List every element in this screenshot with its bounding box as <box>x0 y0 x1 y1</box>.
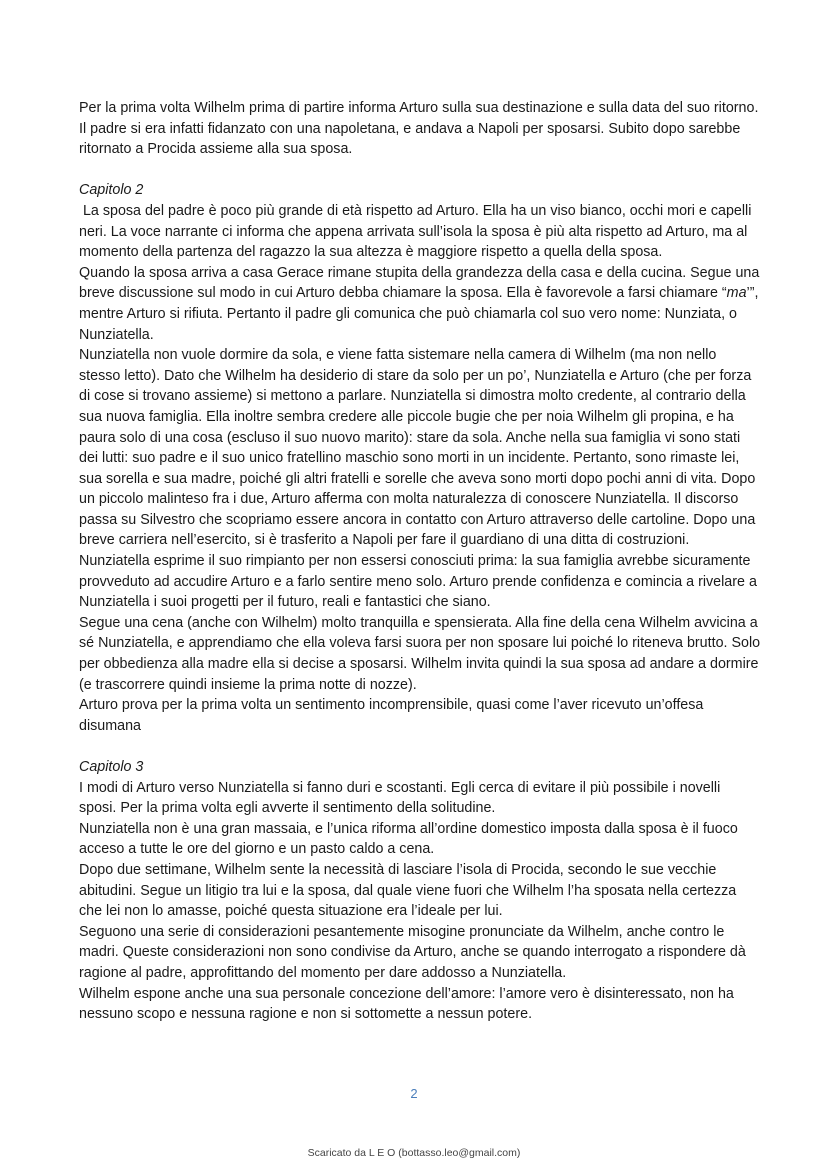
chapter-2-paragraph-2-start: Quando la sposa arriva a casa Gerace rimane stupita della grandezza della casa e della cucina. Segue una breve discussione sul modo in cui Arturo debba chiamare la sposa. Ella è favorevole a farsi chiamare “ <box>79 264 764 302</box>
chapter-3-paragraph-3: Dopo due settimane, Wilhelm sente la necessità di lasciare l’isola di Procida, secondo le sue vecchie abitudini. Segue un litigio tra lui e la sposa, dal quale viene fuori che Wilhelm l’ha sposata nella certezza che lei non lo amasse, poiché questa situazione era l’ideale per lui. <box>79 861 741 920</box>
chapter-2-paragraph-5: Segue una cena (anche con Wilhelm) molto tranquilla e spensierata. Alla fine della cena Wilhelm avvicina a sé Nunziatella, e apprendiamo che ella voleva farsi suora per non sposare lui poiché lo riteneva brutto. Solo per obbedienza alla madre ella si decise a sposarsi. Wilhelm invita quindi la sua sposa ad andare a dormire (e trascorrere quindi insieme la prima notte di nozze). <box>79 614 765 693</box>
chapter-2-paragraph-3: Nunziatella non vuole dormire da sola, e viene fatta sistemare nella camera di Wilhelm (ma non nello stesso letto). Dato che Wilhelm ha desiderio di stare da solo per un po’, Nunziatella e Arturo (che per forza di cose si trovano assieme) si mettono a parlare. Nunziatella si dimostra molto credente, al contrario della sua nuova famiglia. Ella inoltre sembra credere alle piccole bugie che per noia Wilhelm gli propina, e ha paura solo di una cosa (escluso il suo nuovo marito): stare da sola. Anche nella sua famiglia vi sono stati dei lutti: suo padre e il suo unico fratellino maschio sono morti in un incidente. Pertanto, sono rimaste lei, sua sorella e sua madre, poiché gli altri fratelli e sorelle che aveva sono morti dopo pochi anni di vita. Dopo un piccolo malinteso fra i due, Arturo afferma con molta naturalezza di conoscere Nunziatella. Il discorso passa su Silvestro che scopriamo essere ancora in contatto con Arturo attraverso delle cartoline. Dopo una breve carriera nell’esercito, si è trasferito a Napoli per fare il guardiano di una ditta di costruzioni. <box>79 347 760 549</box>
chapter-3-heading: Capitolo 3 <box>79 759 144 775</box>
page-number: 2 <box>410 1086 418 1101</box>
chapter-3-paragraph-1: I modi di Arturo verso Nunziatella si fanno duri e scostanti. Egli cerca di evitare il più possibile i novelli sposi. Per la prima volta egli avverte il sentimento della solitudine. <box>79 779 725 817</box>
chapter-2-section <box>79 180 765 736</box>
document-body <box>79 98 765 1025</box>
chapter-2-paragraph-2 <box>79 263 764 345</box>
chapter-2-paragraph-6: Arturo prova per la prima volta un sentimento incomprensibile, quasi come l’aver ricevuto un’offesa disumana <box>79 697 708 734</box>
chapter-2-paragraph-2-italic: ma <box>726 285 747 302</box>
chapter-3-paragraph-4: Seguono una serie di considerazioni pesantemente misogine pronunciate da Wilhelm, anche contro le madri. Queste considerazioni non sono condivise da Arturo, anche se quando interrogato a rispondere dà ragione al padre, approfittando del momento per dare addosso a Nunziatella. <box>79 923 750 981</box>
chapter-2-paragraph-4: Nunziatella esprime il suo rimpianto per non essersi conosciuti prima: la sua famiglia avrebbe sicuramente provveduto ad accudire Arturo e a farlo sentire meno solo. Arturo prende confidenza e comincia a rivelare a Nunziatella i suoi progetti per il futuro, reali e fantastici che siano. <box>79 553 761 611</box>
chapter-3-paragraph-2: Nunziatella non è una gran massaia, e l’unica riforma all’ordine domestico imposta dalla sposa è il fuoco acceso a tutte le ore del giorno e un pasto caldo a cena. <box>79 820 742 858</box>
chapter-2-paragraph-1: La sposa del padre è poco più grande di età rispetto ad Arturo. Ella ha un viso bianco, occhi mori e capelli neri. La voce narrante ci informa che appena arrivata sull’isola la sposa è più alta rispetto ad Arturo, ma al momento della partenza del ragazzo la sua altezza è maggiore rispetto a quella della sposa. <box>79 202 756 261</box>
download-footer: Scaricato da L E O (bottasso.leo@gmail.com) <box>307 1147 521 1159</box>
intro-paragraph: Per la prima volta Wilhelm prima di partire informa Arturo sulla sua destinazione e sulla data del suo ritorno. Il padre si era infatti fidanzato con una napoletana, e andava a Napoli per sposarsi. Subito dopo sarebbe ritornato a Procida assieme alla sua sposa. <box>79 100 763 158</box>
chapter-3-paragraph-5: Wilhelm espone anche una sua personale concezione dell’amore: l’amore vero è disinteressato, non ha nessuno scopo e nessuna ragione e non si sottomette a nessun potere. <box>79 985 738 1023</box>
chapter-3-section <box>79 757 761 1025</box>
chapter-2-heading: Capitolo 2 <box>79 182 144 199</box>
chapter-2-paragraph-2-end: ’”, mentre Arturo si rifiuta. Pertanto il padre gli comunica che può chiamarla col suo vero nome: Nunziata, o Nunziatella. <box>79 285 763 343</box>
